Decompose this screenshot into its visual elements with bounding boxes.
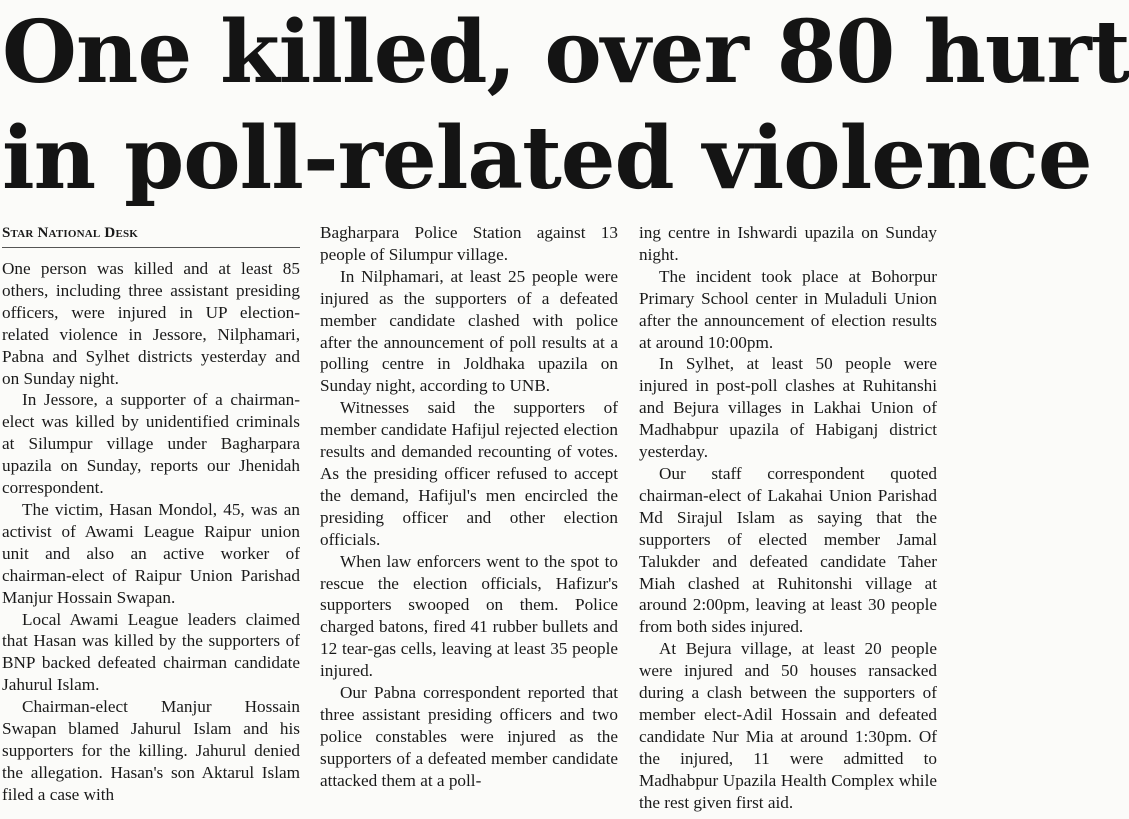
paragraph: When law enforcers went to the spot to rescue the election officials, Hafizur's supporters swooped on them. Police charged batons, fired 41 rubber bullets and 12 tear-gas cells, leaving at least 35 people injured. bbox=[320, 551, 618, 681]
paragraph: Our Pabna correspondent reported that three assistant presiding officers and two police constables were injured as the supporters of a defeated member candidate attacked them at a poll- bbox=[320, 683, 618, 790]
byline: Star National Desk bbox=[2, 222, 300, 248]
paragraph: Local Awami League leaders claimed that Hasan was killed by the supporters of BNP backed defeated chairman candidate Jahurul Islam. bbox=[2, 609, 300, 695]
headline bbox=[2, 0, 1129, 212]
headline-line-1: One killed, over 80 hurt bbox=[2, 2, 1129, 103]
headline-line-2: in poll-related violence bbox=[2, 108, 1092, 209]
paragraph: Chairman-elect Manjur Hossain Swapan blamed Jahurul Islam and his supporters for the killing. Jahurul denied the allegation. Hasan's son Aktarul Islam filed a case with bbox=[2, 697, 300, 804]
paragraph: In Jessore, a supporter of a chairman-elect was killed by unidentified criminals at Silumpur village under Bagharpara upazila on Sunday, reports our Jhenidah correspondent. bbox=[2, 390, 300, 498]
paragraph: Our staff correspondent quoted chairman-elect of Lakahai Union Parishad Md Sirajul Islam as saying that the supporters of elected member Jamal Talukder and defeated candidate Taher Miah clashed at Ruhitonshi village at around 2:00pm, leaving at least 30 people from both sides injured. bbox=[639, 463, 937, 637]
paragraph: ing centre in Ishwardi upazila on Sunday night. bbox=[639, 223, 937, 264]
paragraph: Bagharpara Police Station against 13 people of Silumpur village. bbox=[320, 223, 618, 264]
article-column-3 bbox=[639, 222, 937, 813]
paragraph: In Sylhet, at least 50 people were injured in post-poll clashes at Ruhitanshi and Bejura villages in Lakhai Union of Madhabpur upazila of Habiganj district yesterday. bbox=[639, 354, 937, 462]
article-column-1 bbox=[2, 222, 300, 806]
paragraph: One person was killed and at least 85 others, including three assistant presiding officers, were injured in UP election-related violence in Jessore, Nilphamari, Pabna and Sylhet districts yesterday and on Sunday night. bbox=[2, 259, 300, 388]
article-column-2 bbox=[320, 222, 618, 792]
paragraph: Witnesses said the supporters of member candidate Hafijul rejected election results and demanded recounting of votes. As the presiding officer refused to accept the demand, Hafijul's men encircled the presiding officer and other election officials. bbox=[320, 398, 618, 549]
paragraph: At Bejura village, at least 20 people were injured and 50 houses ransacked during a clash between the supporters of member elect-Adil Hossain and defeated candidate Nur Mia at around 1:30pm. Of the injured, 11 were admitted to Madhabpur Upazila Health Complex while the rest given first aid. bbox=[639, 639, 937, 812]
paragraph: In Nilphamari, at least 25 people were injured as the supporters of a defeated member candidate clashed with police after the announcement of poll results at a polling centre in Joldhaka upazila on Sunday night, according to UNB. bbox=[320, 266, 618, 396]
paragraph: The victim, Hasan Mondol, 45, was an activist of Awami League Raipur union unit and also an active worker of chairman-elect of Raipur Union Parishad Manjur Hossain Swapan. bbox=[2, 499, 300, 607]
paragraph: The incident took place at Bohorpur Primary School center in Muladuli Union after the announcement of election results at around 10:00pm. bbox=[639, 266, 937, 352]
